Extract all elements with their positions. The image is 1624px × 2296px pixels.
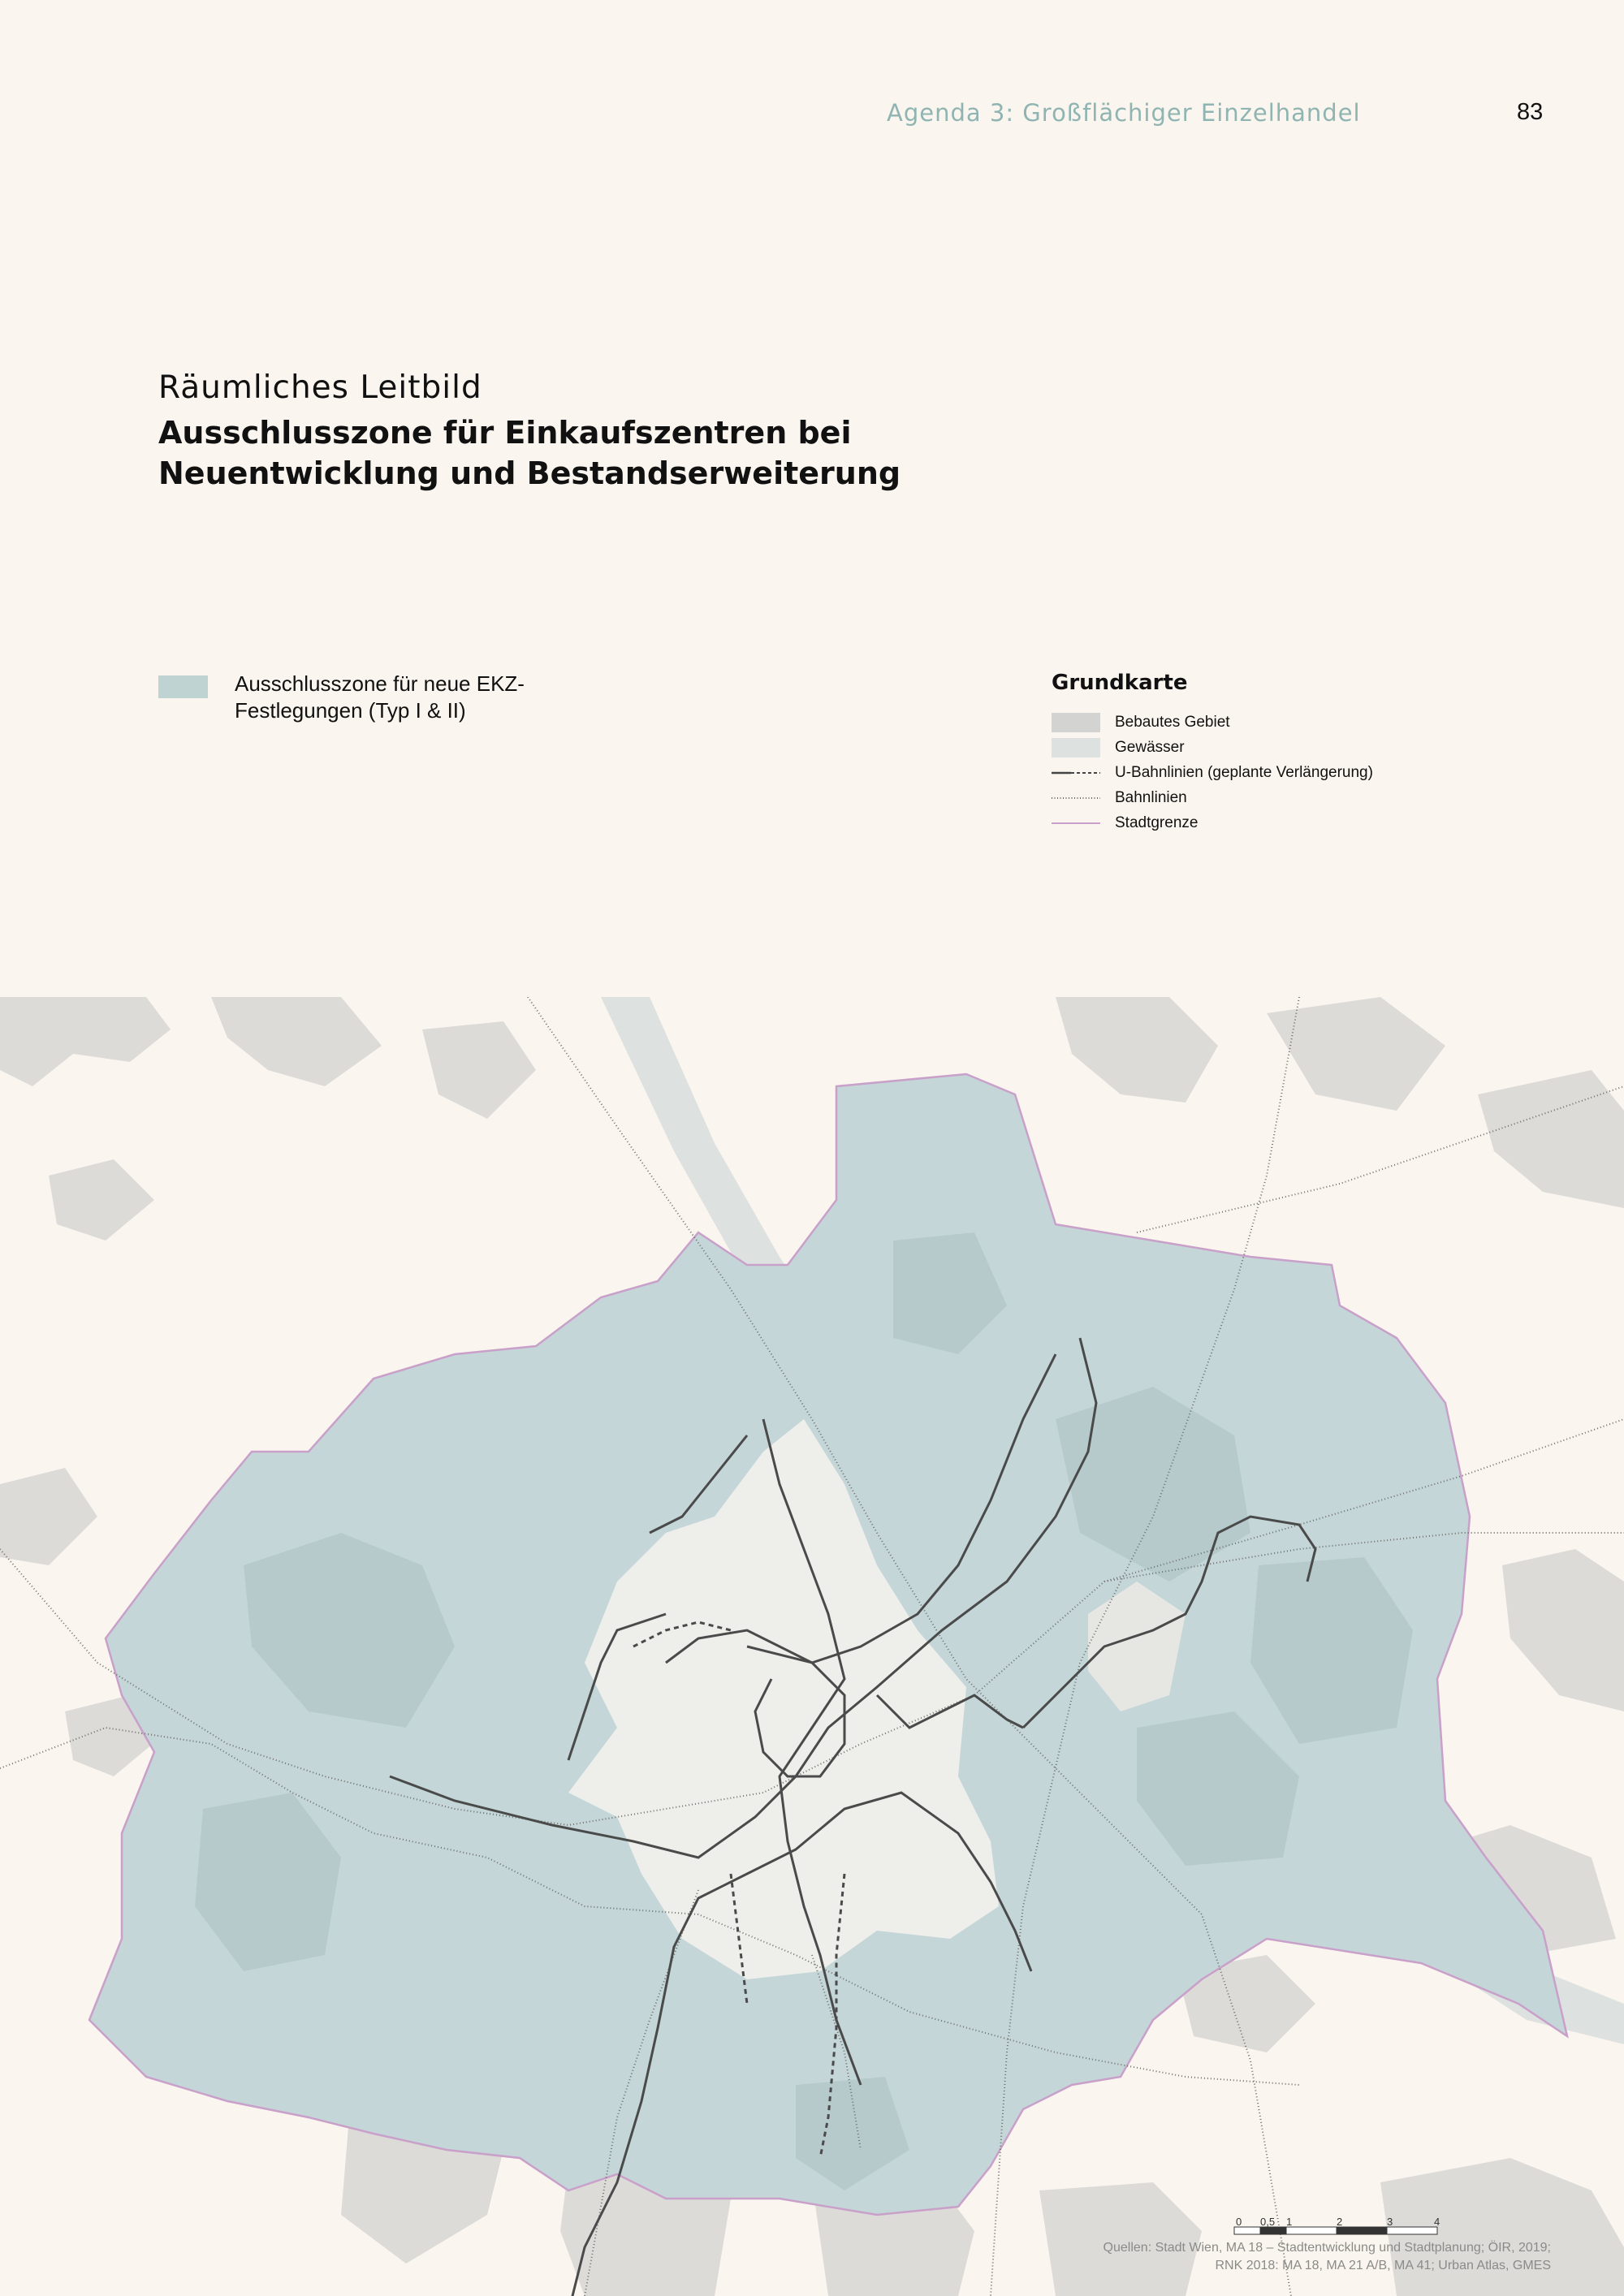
map-canvas: [0, 997, 1624, 2296]
scale-tick-1: 1: [1286, 2217, 1293, 2228]
legend-row-water: [1052, 735, 1373, 760]
legend-label-metro: U-Bahnlinien (geplante Verlängerung): [1115, 763, 1373, 781]
vienna-map: [0, 997, 1624, 2296]
scale-tick-0-5: 0,5: [1260, 2217, 1276, 2228]
legend-label-rail: Bahnlinien: [1115, 788, 1187, 806]
exclusion-zone-label: Ausschlusszone für neue EKZ-Festlegungen (Typ I & II): [235, 671, 525, 723]
running-header-section: Agenda 3: Großflächiger Einzelhandel: [887, 99, 1361, 127]
railway-line-symbol: [1052, 788, 1100, 808]
legend-row-rail: [1052, 785, 1373, 810]
sources-line-1: Quellen: Stadt Wien, MA 18 – Stadtentwicklung und Stadtplanung; ÖIR, 2019;: [1103, 2241, 1551, 2255]
page-number: 83: [1517, 99, 1544, 125]
legend-exclusion-zone: [158, 671, 559, 724]
map-subtitle: Räumliches Leitbild: [158, 369, 482, 406]
title-block: [158, 369, 1214, 494]
legend-row-metro: [1052, 760, 1373, 785]
map-sources: [1080, 2239, 1551, 2275]
city-boundary-symbol: [1052, 814, 1100, 833]
scale-tick-2: 2: [1337, 2217, 1343, 2228]
exclusion-zone-swatch: [158, 675, 208, 698]
metro-line-symbol: [1052, 763, 1100, 783]
legend-base-map: [1052, 671, 1373, 835]
built-area-swatch: [1052, 713, 1100, 732]
legend-row-built: [1052, 710, 1373, 735]
scale-tick-3: 3: [1387, 2217, 1393, 2228]
map-title: Ausschlusszone für Einkaufszentren bei Neuentwicklung und Bestandserweiterung: [158, 415, 901, 491]
legend-row-boundary: [1052, 810, 1373, 835]
scale-tick-4: 4: [1434, 2217, 1440, 2228]
scale-tick-0: 0: [1236, 2217, 1242, 2228]
sources-line-2: RNK 2018: MA 18, MA 21 A/B, MA 41; Urban Atlas, GMES: [1215, 2259, 1551, 2272]
map-scale-bar: [1233, 2217, 1444, 2240]
legend-label-water: Gewässer: [1115, 738, 1185, 756]
legend-base-title: Grundkarte: [1052, 671, 1188, 695]
scale-bar-graphic: [1233, 2217, 1444, 2237]
legend-label-built: Bebautes Gebiet: [1115, 713, 1230, 731]
water-swatch: [1052, 738, 1100, 757]
legend-label-boundary: Stadtgrenze: [1115, 814, 1199, 831]
